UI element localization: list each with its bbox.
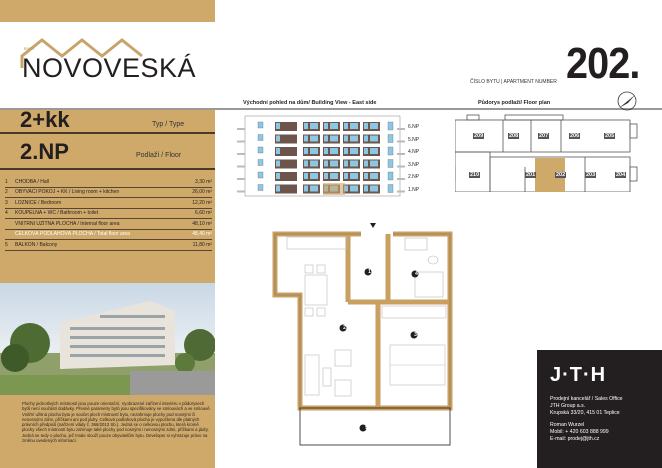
room-label: VNITŘNÍ UŽITNÁ PLOCHA / Internal floor area (15, 220, 120, 227)
unit-label: 205 (605, 133, 615, 139)
room-row (5, 198, 212, 209)
unit-label-highlighted: 202 (556, 172, 566, 178)
room-area: 48,10 m² (192, 220, 212, 227)
room-row (5, 230, 212, 241)
contact-person: Roman Wurzel (550, 422, 585, 428)
floor-level-label: 1.NP (408, 186, 420, 193)
floor-level-label: 6.NP (408, 124, 420, 130)
jth-logo: J·T·H (550, 364, 607, 386)
room-number-marker: 1 (368, 269, 371, 275)
room-number: 5 (5, 241, 8, 248)
floor-level-label: 2.NP (408, 174, 420, 180)
room-number-marker: 2 (343, 325, 346, 331)
type-value: 2+kk (20, 107, 70, 132)
apartment-number-label: ČÍSLO BYTU | APARTMENT NUMBER (470, 79, 557, 85)
room-row (5, 209, 212, 220)
building-elevation-drawing (225, 113, 435, 198)
room-area: 12,20 m² (192, 199, 212, 206)
floor-label: Podlaží / Floor (136, 152, 182, 159)
room-label: CHODBA / Hall (15, 178, 49, 185)
balcony-outline (300, 408, 450, 445)
brand-prefix: BYTY (24, 46, 35, 51)
room-row (5, 188, 212, 199)
room-row (5, 240, 212, 251)
apartment-floor-plan (265, 220, 460, 450)
room-number-marker: 3 (414, 332, 417, 338)
company-address: Krupská 33/20, 415 01 Teplice (550, 410, 620, 416)
floorplan-title: Půdorys podlaží/ Floor plan (478, 100, 551, 106)
floor-value: 2.NP (20, 139, 69, 164)
unit-label: 206 (570, 133, 580, 139)
unit-label: 209 (474, 133, 484, 139)
room-area: 26,00 m² (192, 189, 212, 196)
room-area: 48,40 m² (192, 231, 212, 238)
room-label: CELKOVÁ PODLAHOVÁ PLOCHA / Total floor area (15, 231, 130, 238)
room-area: 3,30 m² (195, 178, 212, 185)
room-row (5, 219, 212, 230)
sales-contact-box (537, 350, 662, 468)
contact-email[interactable]: E-mail: prodej@jth.cz (550, 436, 600, 442)
disclaimer-text: Plochy jednotlivých místností jsou pouze orientační. Vyobrazené zařízení interiéru v půdorysech bytů není součástí dodávky. Přesné parametry bytů jsou specifikovány ve smlouvách a ve smlouvě. Vnitřní užitná plocha bytu je součet ploch místností bytu, nezahrnuje plochy pod nosnými či nenosnými zdmi, příčkami ani pod jádry. Celková podlahová plocha je vypočtena dle platných právních předpisů (nařízení vlády č. 366/2013 Sb.). Jedná se o celkovou plochu, která kromě plochy všech místností bytu zahrnuje také plochy pod nosnými i nenosnými zdmi, příčkami a jádry. Jedná se tedy o plochu, jež trvale slouží pouze obyvatelům bytu. Developer si vyhrazuje právo na změnu uvedených informací. (22, 401, 211, 444)
room-number: 2 (5, 189, 8, 196)
compass-icon (616, 90, 638, 112)
room-label: OBÝVACÍ POKOJ + KK / Living room + kitchen (15, 189, 120, 196)
type-label: Typ / Type (152, 121, 185, 128)
sales-office-label: Prodejní kancelář / Sales Office (550, 396, 623, 402)
brand-logo: NOVOVESKÁ (22, 53, 197, 83)
room-number-marker: 4 (415, 271, 418, 277)
room-area: 11,80 m² (192, 241, 212, 248)
floor-level-label: 5.NP (408, 136, 420, 143)
room-row (5, 177, 212, 188)
room-number: 3 (5, 199, 8, 206)
elevation-title: Východní pohled na dům/ Building View - East side (243, 100, 377, 106)
room-number: 4 (5, 210, 8, 217)
unit-label: 208 (509, 133, 519, 139)
unit-label: 204 (616, 172, 626, 178)
divider (0, 132, 215, 134)
room-label: KOUPELNA + WC / Bathroom + toilet (15, 210, 99, 217)
apartment-number: 202. (566, 39, 640, 88)
floor-level-label: 3.NP (408, 161, 420, 168)
floor-level-label: 4.NP (408, 149, 420, 155)
company-name: JTH Group a.s. (550, 403, 586, 409)
top-accent-band (0, 0, 215, 22)
room-area: 6,60 m² (195, 210, 212, 217)
unit-label: 207 (539, 133, 549, 139)
room-number: 1 (5, 178, 8, 185)
unit-label: 201 (526, 172, 536, 178)
floor-key-plan (455, 112, 640, 192)
room-label: LOŽNICE / Bedroom (15, 199, 62, 206)
building-photo (0, 283, 215, 395)
entrance-arrow-icon (370, 223, 376, 228)
room-label: BALKÓN / Balcony (15, 241, 58, 248)
divider (0, 168, 215, 170)
room-number-marker: 5 (365, 425, 368, 431)
contact-mobile[interactable]: Mobil: + 420 603 888 999 (550, 429, 609, 435)
unit-label: 203 (586, 172, 596, 178)
unit-label: 210 (470, 172, 480, 178)
